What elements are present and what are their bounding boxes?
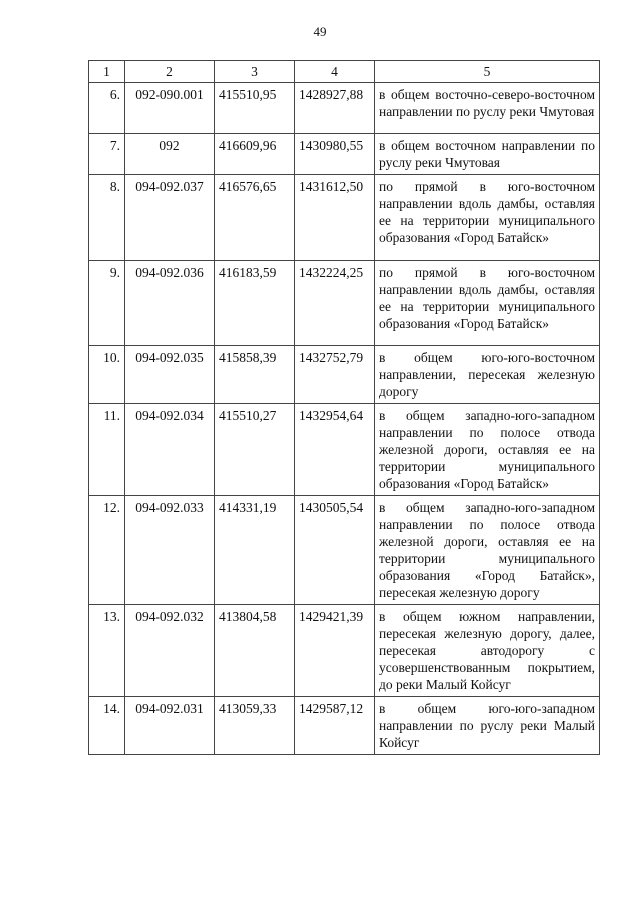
coord-x: 416183,59: [215, 261, 295, 346]
coord-y: 1429587,12: [295, 697, 375, 755]
point-code: 094-092.037: [125, 175, 215, 261]
boundary-description: в общем юго-юго-восточном направлении, пересекая железную дорогу: [375, 346, 600, 404]
table-row: [89, 83, 600, 134]
row-number: 11.: [89, 404, 125, 496]
table-row: [89, 261, 600, 346]
boundary-description: в общем восточном направлении по руслу реки Чмутовая: [375, 134, 600, 175]
row-number: 8.: [89, 175, 125, 261]
coord-x: 413059,33: [215, 697, 295, 755]
coord-x: 415510,95: [215, 83, 295, 134]
coord-x: 413804,58: [215, 605, 295, 697]
coord-y: 1429421,39: [295, 605, 375, 697]
row-number: 9.: [89, 261, 125, 346]
coord-y: 1432224,25: [295, 261, 375, 346]
boundary-description: по прямой в юго-восточном направлении вдоль дамбы, оставляя ее на территории муниципального образования «Город Батайск»: [375, 261, 600, 346]
row-number: 6.: [89, 83, 125, 134]
point-code: 094-092.032: [125, 605, 215, 697]
coord-y: 1428927,88: [295, 83, 375, 134]
point-code: 094-092.034: [125, 404, 215, 496]
header-col-5: 5: [375, 61, 600, 83]
boundary-description: в общем южном направлении, пересекая железную дорогу, далее, пересекая автодорогу с усовершенствованным покрытием, до реки Малый Койсуг: [375, 605, 600, 697]
table-row: [89, 697, 600, 755]
boundary-description: по прямой в юго-восточном направлении вдоль дамбы, оставляя ее на территории муниципального образования «Город Батайск»: [375, 175, 600, 261]
coord-x: 414331,19: [215, 496, 295, 605]
boundary-description: в общем юго-юго-западном направлении по руслу реки Малый Койсуг: [375, 697, 600, 755]
table-row: [89, 134, 600, 175]
point-code: 094-092.035: [125, 346, 215, 404]
point-code: 094-092.033: [125, 496, 215, 605]
table-row: [89, 605, 600, 697]
coord-y: 1430505,54: [295, 496, 375, 605]
header-col-2: 2: [125, 61, 215, 83]
header-row: [89, 61, 600, 83]
boundary-description: в общем восточно-северо-восточном направлении по руслу реки Чмутовая: [375, 83, 600, 134]
header-col-4: 4: [295, 61, 375, 83]
coord-y: 1432752,79: [295, 346, 375, 404]
boundary-table: [88, 60, 600, 755]
point-code: 094-092.036: [125, 261, 215, 346]
coord-y: 1431612,50: [295, 175, 375, 261]
table-row: [89, 346, 600, 404]
header-col-1: 1: [89, 61, 125, 83]
row-number: 13.: [89, 605, 125, 697]
coord-y: 1430980,55: [295, 134, 375, 175]
coord-x: 415858,39: [215, 346, 295, 404]
table-row: [89, 175, 600, 261]
point-code: 092-090.001: [125, 83, 215, 134]
row-number: 14.: [89, 697, 125, 755]
coord-x: 416576,65: [215, 175, 295, 261]
table-row: [89, 404, 600, 496]
table-row: [89, 496, 600, 605]
header-col-3: 3: [215, 61, 295, 83]
point-code: 094-092.031: [125, 697, 215, 755]
coord-x: 415510,27: [215, 404, 295, 496]
point-code: 092: [125, 134, 215, 175]
row-number: 7.: [89, 134, 125, 175]
boundary-description: в общем западно-юго-западном направлении по полосе отвода железной дороги, оставляя ее на территории муниципального образования «Город Батайск»: [375, 404, 600, 496]
row-number: 12.: [89, 496, 125, 605]
coord-y: 1432954,64: [295, 404, 375, 496]
page-number: 49: [313, 24, 327, 39]
coord-x: 416609,96: [215, 134, 295, 175]
boundary-description: в общем западно-юго-западном направлении по полосе отвода железной дороги, оставляя ее на территории муниципального образования «Город Батайск», пересекая железную дорогу: [375, 496, 600, 605]
row-number: 10.: [89, 346, 125, 404]
